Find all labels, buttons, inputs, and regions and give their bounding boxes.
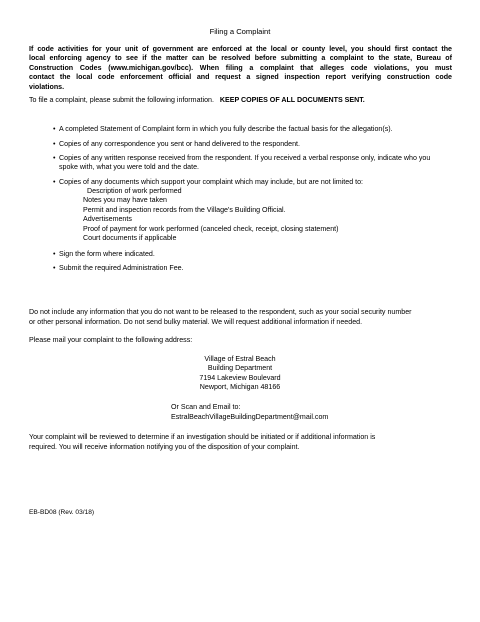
bullet-icon: • — [53, 178, 56, 186]
submit-instruction-emphasis: KEEP COPIES OF ALL DOCUMENTS SENT. — [219, 96, 365, 104]
privacy-note-line: or other personal information. Do not send bulky material. We will request additional information if needed. — [29, 318, 363, 326]
supporting-doc-item: Notes you may have taken — [83, 196, 167, 204]
address-line: Village of Estral Beach — [204, 355, 276, 363]
requirement-text: Copies of any documents which support your complaint which may include, but are not limited to: — [59, 178, 364, 186]
review-note-line: required. You will receive information notifying you of the disposition of your complaint. — [29, 443, 300, 451]
requirement-text: Submit the required Administration Fee. — [59, 264, 184, 272]
requirement-text: Sign the form where indicated. — [59, 250, 155, 258]
requirement-text: Copies of any correspondence you sent or hand delivered to the respondent. — [59, 140, 300, 148]
bullet-icon: • — [53, 250, 56, 258]
intro-line: local enforcing agency to see if the matter can be resolved before submitting a complaint to the state, Bureau of — [29, 54, 452, 63]
bullet-icon: • — [53, 140, 56, 148]
address-line: 7194 Lakeview Boulevard — [199, 374, 281, 382]
bullet-icon: • — [53, 125, 56, 133]
supporting-doc-item: Court documents if applicable — [83, 234, 177, 242]
bullet-icon: • — [53, 264, 56, 272]
intro-paragraph — [29, 45, 452, 92]
page-title: Filing a Complaint — [209, 27, 271, 36]
requirement-text: Copies of any written response received from the respondent. If you received a verbal response only, indicate who you spoke with, what you were told and the date. — [59, 154, 431, 172]
address-line: Building Department — [207, 364, 273, 372]
bullet-icon: • — [53, 154, 56, 162]
mail-instruction: Please mail your complaint to the following address: — [29, 336, 193, 344]
intro-line: violations. — [29, 82, 65, 91]
supporting-doc-item: Permit and inspection records from the Village's Building Official. — [83, 206, 286, 214]
submit-instruction — [29, 96, 365, 105]
review-note-line: Your complaint will be reviewed to determine if an investigation should be initiated or if additional information is — [29, 433, 376, 441]
address-line: Newport, Michigan 48166 — [199, 383, 281, 391]
privacy-note-line: Do not include any information that you do not want to be released to the respondent, such as your social security number — [29, 308, 412, 316]
requirement-text: A completed Statement of Complaint form in which you fully describe the factual basis for the allegation(s). — [59, 125, 393, 133]
supporting-doc-item: Advertisements — [83, 215, 132, 223]
intro-line: If code activities for your unit of government are enforced at the local or county level, you should first contact the — [29, 45, 452, 53]
form-code: EB-BD08 (Rev. 03/18) — [29, 509, 95, 516]
supporting-doc-item: Description of work performed — [87, 187, 182, 195]
intro-line: contact the local code enforcement official and request a signed inspection report verifying construction code — [29, 73, 452, 82]
intro-line: Construction Codes (www.michigan.gov/bcc). When filing a complaint that alleges code violations, you must — [29, 63, 452, 72]
email-address: EstralBeachVillageBuildingDepartment@mail.com — [171, 413, 329, 421]
email-label: Or Scan and Email to: — [171, 403, 241, 411]
supporting-doc-item: Proof of payment for work performed (canceled check, receipt, closing statement) — [83, 225, 339, 233]
submit-instruction-text: To file a complaint, please submit the following information. — [29, 96, 214, 104]
